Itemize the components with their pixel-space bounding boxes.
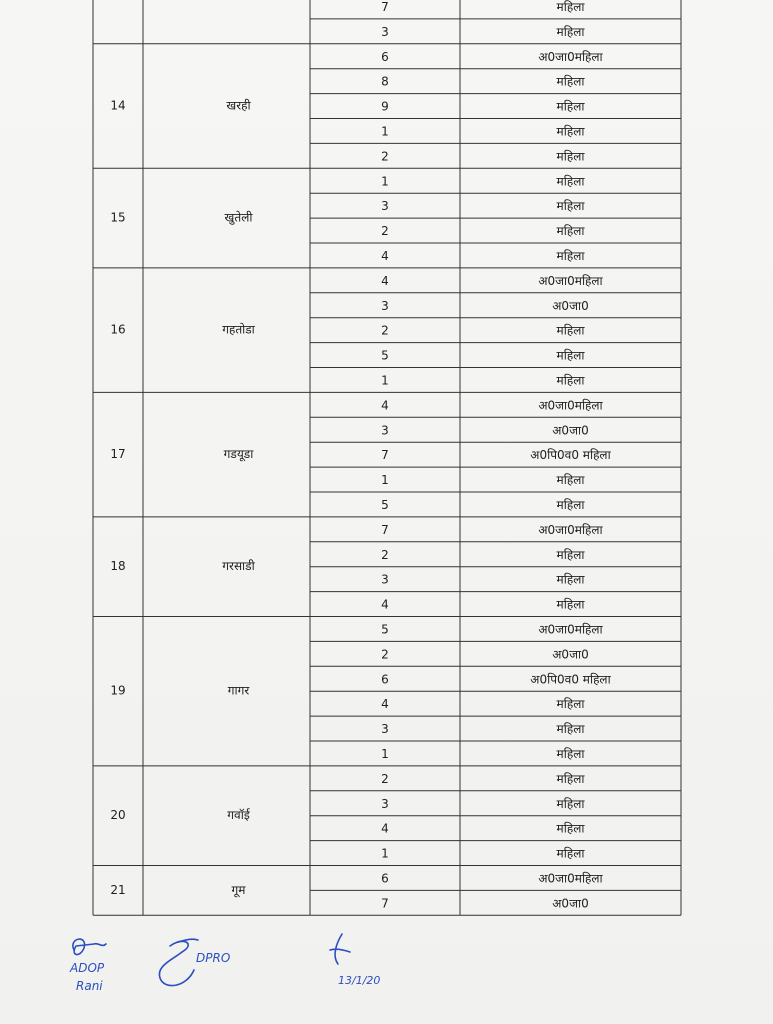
ward-number-cell: 9 (381, 99, 389, 114)
ward-number-cell: 2 (381, 224, 389, 239)
ward-number-cell: 3 (381, 298, 389, 313)
signature-middle-text: DPRO (196, 951, 231, 965)
village-name-cell: गवॉई (227, 808, 250, 823)
serial-number-cell: 21 (110, 882, 126, 897)
category-cell: महिला (556, 224, 585, 239)
ward-number-cell: 3 (381, 796, 389, 811)
ward-number-cell: 2 (381, 149, 389, 164)
ward-number-cell: 1 (381, 174, 389, 189)
ward-number-cell: 4 (381, 697, 389, 712)
ward-number-cell: 1 (381, 124, 389, 139)
serial-number-cell: 20 (110, 808, 126, 823)
ward-number-cell: 7 (381, 896, 389, 911)
village-name-cell: खरही (226, 98, 251, 113)
category-cell: महिला (556, 348, 585, 363)
category-cell: महिला (556, 547, 585, 562)
ward-number-cell: 1 (381, 746, 389, 761)
signature-right-text: 13/1/20 (338, 974, 381, 987)
category-cell: अ0जा0 (552, 423, 589, 438)
signature-dpro (159, 939, 230, 985)
ward-number-cell: 1 (381, 473, 389, 488)
ward-number-cell: 6 (381, 871, 389, 886)
category-cell: महिला (556, 821, 585, 836)
village-name-cell: गहतोडा (222, 322, 255, 337)
village-name-cell: गूम (231, 882, 246, 897)
signature-left-line2: Rani (76, 979, 103, 993)
serial-number-cell: 15 (110, 210, 126, 225)
category-cell: अ0जा0महिला (538, 398, 603, 413)
category-cell: महिला (556, 74, 585, 89)
ward-number-cell: 5 (381, 497, 389, 512)
category-cell: अ0जा0महिला (538, 622, 603, 637)
ward-number-cell: 2 (381, 547, 389, 562)
category-cell: अ0जा0महिला (538, 49, 603, 64)
village-name-cell: खुतेली (224, 210, 253, 225)
category-cell: महिला (556, 149, 585, 164)
category-cell: महिला (556, 722, 585, 737)
ward-number-cell: 3 (381, 722, 389, 737)
signature-block (60, 930, 381, 1000)
category-cell: अ0जा0महिला (538, 273, 603, 288)
ward-number-cell: 4 (381, 597, 389, 612)
category-cell: अ0जा0महिला (538, 522, 603, 537)
serial-number-cell: 18 (110, 559, 126, 574)
category-cell: महिला (556, 796, 585, 811)
category-cell: महिला (556, 0, 585, 14)
ward-number-cell: 7 (381, 0, 389, 14)
category-cell: महिला (556, 174, 585, 189)
village-name-cell: गरसाडी (222, 559, 255, 574)
category-cell: महिला (556, 473, 585, 488)
category-cell: महिला (556, 771, 585, 786)
category-cell: महिला (556, 248, 585, 263)
category-cell: महिला (556, 124, 585, 139)
category-cell: महिला (556, 373, 585, 388)
category-cell: अ0जा0 (552, 298, 589, 313)
category-cell: अ0जा0 (552, 896, 589, 911)
category-cell: महिला (556, 99, 585, 114)
ward-number-cell: 3 (381, 199, 389, 214)
serial-number-cell: 16 (110, 322, 126, 337)
ward-number-cell: 6 (381, 49, 389, 64)
village-name-cell: गडयूडा (223, 447, 254, 462)
ward-number-cell: 2 (381, 647, 389, 662)
category-cell: महिला (556, 572, 585, 587)
village-name-cell: गागर (227, 683, 250, 698)
ward-number-cell: 3 (381, 24, 389, 39)
category-cell: महिला (556, 597, 585, 612)
ward-number-cell: 1 (381, 373, 389, 388)
category-cell: महिला (556, 24, 585, 39)
serial-number-cell: 19 (110, 683, 126, 698)
ward-number-cell: 5 (381, 622, 389, 637)
category-cell: महिला (556, 846, 585, 861)
category-cell: अ0जा0 (552, 647, 589, 662)
ward-number-cell: 2 (381, 323, 389, 338)
ward-number-cell: 4 (381, 248, 389, 263)
category-cell: महिला (556, 199, 585, 214)
ward-number-cell: 4 (381, 273, 389, 288)
serial-number-cell: 14 (110, 98, 126, 113)
ward-number-cell: 3 (381, 572, 389, 587)
ward-number-cell: 8 (381, 74, 389, 89)
ward-number-cell: 5 (381, 348, 389, 363)
ward-number-cell: 6 (381, 672, 389, 687)
serial-number-cell: 17 (110, 447, 126, 462)
category-cell: अ0पि0व0 महिला (530, 672, 611, 687)
signature-adop (69, 939, 106, 993)
signature-left-line1: ADOP (70, 961, 105, 975)
ward-number-cell: 7 (381, 448, 389, 463)
ward-number-cell: 1 (381, 846, 389, 861)
ward-number-cell: 4 (381, 821, 389, 836)
ward-number-cell: 4 (381, 398, 389, 413)
ward-number-cell: 7 (381, 522, 389, 537)
category-cell: महिला (556, 323, 585, 338)
category-cell: महिला (556, 746, 585, 761)
category-cell: महिला (556, 697, 585, 712)
category-cell: महिला (556, 497, 585, 512)
ward-number-cell: 2 (381, 771, 389, 786)
ward-number-cell: 3 (381, 423, 389, 438)
category-cell: अ0जा0महिला (538, 871, 603, 886)
category-cell: अ0पि0व0 महिला (530, 448, 611, 463)
